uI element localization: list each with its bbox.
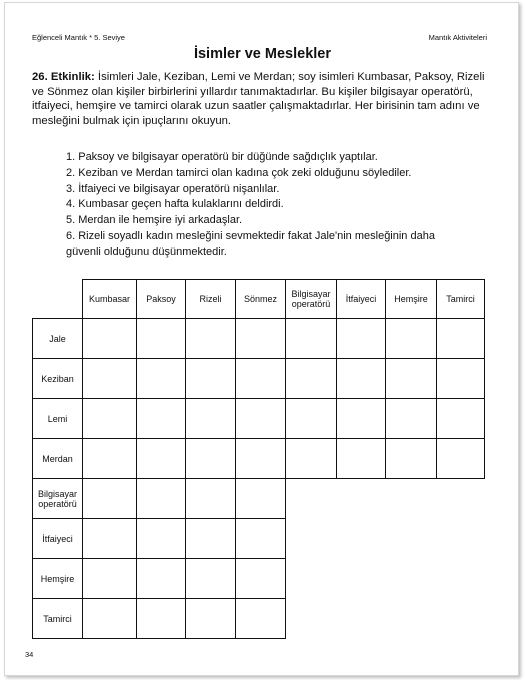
grid-cell[interactable] — [186, 359, 236, 399]
row-header-merdan: Merdan — [33, 439, 83, 479]
clue-item: 2. Keziban ve Merdan tamirci olan kadına çok zeki olduğunu söylediler. — [66, 166, 412, 179]
grid-cell[interactable] — [386, 319, 437, 359]
grid-row-bilgisayar-operatoru — [33, 479, 485, 519]
grid-blank — [337, 559, 386, 599]
page-title: İsimler ve Meslekler — [193, 46, 332, 62]
logic-grid — [32, 279, 485, 639]
grid-cell[interactable] — [236, 479, 286, 519]
grid-cell[interactable] — [186, 519, 236, 559]
grid-cell[interactable] — [137, 559, 186, 599]
grid-cell[interactable] — [137, 439, 186, 479]
grid-cell[interactable] — [186, 559, 236, 599]
grid-cell[interactable] — [83, 559, 137, 599]
row-header-lemi: Lemi — [33, 399, 83, 439]
grid-cell[interactable] — [337, 439, 386, 479]
grid-cell[interactable] — [437, 399, 485, 439]
grid-blank — [286, 599, 337, 639]
row-header-tamirci: Tamirci — [33, 599, 83, 639]
row-header-keziban: Keziban — [33, 359, 83, 399]
grid-row-keziban — [33, 359, 485, 399]
clue-list — [66, 150, 461, 261]
row-header-itfaiyeci: İtfaiyeci — [33, 519, 83, 559]
grid-header-row — [33, 280, 485, 319]
activity-text: İsimleri Jale, Keziban, Lemi ve Merdan; soy isimleri Kumbasar, Paksoy, Rizeli ve Sönmez olan kişiler birbirlerini yıllardır tanımaktadırlar. Bu kişiler bilgisayar operatörü, itfaiyeci, hemşire ve tamirci olarak uzun saatler çalışmaktadırlar. Her birisinin tam adını ve mesleğini bulmak için ipuçlarını okuyun. — [32, 71, 485, 127]
grid-blank — [437, 519, 485, 559]
col-header-rizeli: Rizeli — [186, 280, 236, 319]
grid-blank — [286, 559, 337, 599]
grid-row-lemi — [33, 399, 485, 439]
grid-cell[interactable] — [137, 399, 186, 439]
grid-blank — [337, 519, 386, 559]
grid-cell[interactable] — [83, 399, 137, 439]
grid-blank — [286, 479, 337, 519]
grid-cell[interactable] — [83, 439, 137, 479]
grid-cell[interactable] — [137, 479, 186, 519]
grid-cell[interactable] — [137, 319, 186, 359]
grid-cell[interactable] — [286, 359, 337, 399]
grid-corner — [33, 280, 83, 319]
clue-item: 3. İtfaiyeci ve bilgisayar operatörü nişanlılar. — [66, 182, 280, 195]
grid-cell[interactable] — [236, 359, 286, 399]
grid-cell[interactable] — [186, 319, 236, 359]
grid-cell[interactable] — [437, 439, 485, 479]
clue-item: 5. Merdan ile hemşire iyi arkadaşlar. — [66, 214, 243, 227]
grid-blank — [386, 559, 437, 599]
grid-cell[interactable] — [236, 559, 286, 599]
grid-blank — [386, 479, 437, 519]
grid-cell[interactable] — [437, 359, 485, 399]
col-header-sonmez: Sönmez — [236, 280, 286, 319]
grid-cell[interactable] — [386, 439, 437, 479]
header-series: Eğlenceli Mantık * 5. Seviye — [32, 33, 125, 42]
grid-blank — [437, 479, 485, 519]
grid-cell[interactable] — [83, 479, 137, 519]
grid-row-itfaiyeci — [33, 519, 485, 559]
grid-row-hemsire — [33, 559, 485, 599]
header-category: Mantık Aktiviteleri — [428, 33, 487, 42]
grid-cell[interactable] — [236, 519, 286, 559]
col-header-tamirci: Tamirci — [437, 280, 485, 319]
grid-blank — [286, 519, 337, 559]
grid-cell[interactable] — [83, 359, 137, 399]
grid-row-merdan — [33, 439, 485, 479]
grid-row-tamirci — [33, 599, 485, 639]
grid-cell[interactable] — [386, 359, 437, 399]
grid-blank — [386, 599, 437, 639]
col-header-hemsire: Hemşire — [386, 280, 437, 319]
clue-item: 1. Paksoy ve bilgisayar operatörü bir düğünde sağdıçlık yaptılar. — [66, 151, 378, 163]
grid-cell[interactable] — [286, 319, 337, 359]
row-header-jale: Jale — [33, 319, 83, 359]
grid-cell[interactable] — [83, 519, 137, 559]
grid-cell[interactable] — [386, 399, 437, 439]
grid-cell[interactable] — [337, 399, 386, 439]
grid-cell[interactable] — [186, 399, 236, 439]
grid-cell[interactable] — [286, 439, 337, 479]
grid-cell[interactable] — [236, 439, 286, 479]
grid-cell[interactable] — [236, 319, 286, 359]
row-header-bilgisayar-operatoru: Bilgisayar operatörü — [33, 479, 83, 519]
activity-intro — [32, 70, 487, 128]
grid-blank — [337, 599, 386, 639]
grid-cell[interactable] — [83, 319, 137, 359]
grid-cell[interactable] — [437, 319, 485, 359]
grid-cell[interactable] — [137, 359, 186, 399]
grid-cell[interactable] — [137, 599, 186, 639]
clue-item: 4. Kumbasar geçen hafta kulaklarını deldirdi. — [66, 198, 284, 211]
grid-cell[interactable] — [337, 319, 386, 359]
grid-blank — [437, 559, 485, 599]
grid-blank — [386, 519, 437, 559]
grid-row-jale — [33, 319, 485, 359]
activity-label: 26. Etkinlik: — [32, 71, 95, 83]
grid-cell[interactable] — [236, 399, 286, 439]
page-number: 34 — [25, 650, 34, 659]
col-header-paksoy: Paksoy — [137, 280, 186, 319]
col-header-kumbasar: Kumbasar — [83, 280, 137, 319]
col-header-itfaiyeci: İtfaiyeci — [337, 280, 386, 319]
grid-blank — [337, 479, 386, 519]
row-header-hemsire: Hemşire — [33, 559, 83, 599]
grid-cell[interactable] — [337, 359, 386, 399]
clue-item: 6. Rizeli soyadlı kadın mesleğini sevmektedir fakat Jale'nin mesleğinin daha güvenli olduğunu düşünmektedir. — [66, 229, 435, 258]
col-header-bilgisayar-operatoru: Bilgisayar operatörü — [286, 280, 337, 319]
grid-cell[interactable] — [186, 479, 236, 519]
grid-cell[interactable] — [186, 439, 236, 479]
grid-cell[interactable] — [137, 519, 186, 559]
grid-blank — [437, 599, 485, 639]
grid-cell[interactable] — [83, 599, 137, 639]
grid-cell[interactable] — [186, 599, 236, 639]
grid-cell[interactable] — [286, 399, 337, 439]
grid-cell[interactable] — [236, 599, 286, 639]
